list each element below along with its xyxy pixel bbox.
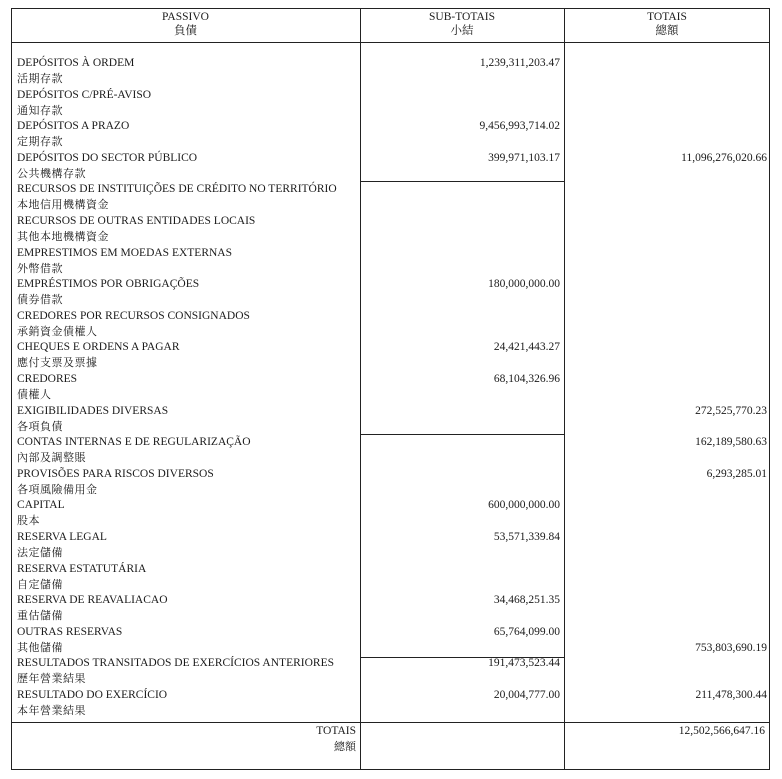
row-label: RESULTADOS TRANSITADOS DE EXERCÍCIOS ANTERIORES <box>17 657 334 670</box>
row-label-zh: 外幣借款 <box>17 261 63 275</box>
row-subtotal: 20,004,777.00 <box>493 689 560 701</box>
table-row <box>17 151 767 183</box>
table-row <box>17 119 767 151</box>
row-label: DEPÓSITOS A PRAZO <box>17 120 130 133</box>
row-label: CREDORES POR RECURSOS CONSIGNADOS <box>17 309 250 322</box>
table-row <box>17 277 767 309</box>
row-label-zh: 重估儲備 <box>17 609 63 623</box>
row-label-zh: 其他本地機構資金 <box>17 230 109 243</box>
row-label-zh: 其他儲備 <box>17 640 63 654</box>
row-total: 11,096,276,020.66 <box>681 151 767 164</box>
row-label-zh: 債券借款 <box>17 293 63 307</box>
row-subtotal: 180,000,000.00 <box>488 278 560 291</box>
row-label: CHEQUES E ORDENS A PAGAR <box>17 341 180 354</box>
footer-totais-label-zh: 總額 <box>334 740 356 753</box>
table-row <box>17 372 767 404</box>
row-subtotal: 68,104,326.96 <box>493 373 560 385</box>
row-label-zh: 定期存款 <box>17 135 63 149</box>
row-subtotal: 600,000,000.00 <box>488 499 560 512</box>
row-label-zh: 股本 <box>17 514 40 528</box>
row-label: DEPÓSITOS DO SECTOR PÚBLICO <box>17 151 198 164</box>
row-label-zh: 歷年營業結果 <box>17 672 86 686</box>
row-label-zh: 自定儲備 <box>17 577 63 591</box>
table-row <box>17 530 767 562</box>
totals-rule <box>11 722 770 723</box>
row-label-zh: 本年營業結果 <box>17 704 86 717</box>
header-passivo-label: PASSIVO <box>162 11 209 23</box>
row-label: DEPÓSITOS C/PRÉ-AVISO <box>17 88 152 101</box>
row-label: EMPRESTIMOS EM MOEDAS EXTERNAS <box>17 246 233 259</box>
table-row <box>17 467 767 499</box>
grand-total: 12,502,566,647.16 <box>678 725 765 737</box>
table-row <box>17 340 767 372</box>
row-label: EXIGIBILIDADES DIVERSAS <box>17 404 169 417</box>
row-label-zh: 各項負債 <box>17 419 63 433</box>
row-total: 753,803,690.19 <box>695 641 767 654</box>
header-subtotais-label: SUB-TOTAIS <box>429 11 495 23</box>
table-row <box>17 56 767 88</box>
header-passivo <box>11 10 360 38</box>
row-label: RECURSOS DE INSTITUIÇÕES DE CRÉDITO NO TERRITÓRIO <box>17 183 337 196</box>
row-label-zh: 內部及調整賬 <box>17 451 86 465</box>
table-row <box>17 688 767 720</box>
table-row <box>17 88 767 120</box>
table-row <box>17 625 767 657</box>
row-subtotal: 34,468,251.35 <box>493 594 560 607</box>
row-label-zh: 公共機構存款 <box>17 166 86 180</box>
row-label: CONTAS INTERNAS E DE REGULARIZAÇÃO <box>17 436 251 449</box>
row-label-zh: 法定儲備 <box>17 546 63 559</box>
row-label-zh: 承銷資金債權人 <box>17 324 98 338</box>
row-label: PROVISÕES PARA RISCOS DIVERSOS <box>17 467 214 480</box>
row-label: RESERVA LEGAL <box>17 531 107 543</box>
table-row <box>17 435 767 467</box>
row-label: RECURSOS DE OUTRAS ENTIDADES LOCAIS <box>17 215 256 227</box>
table-row <box>17 182 767 214</box>
row-subtotal: 399,971,103.17 <box>488 151 560 164</box>
row-label-zh: 各項風險備用金 <box>17 482 98 496</box>
table-row <box>17 562 767 594</box>
footer-totais-label: TOTAIS <box>316 725 356 737</box>
row-label: CAPITAL <box>17 499 65 512</box>
row-subtotal: 1,239,311,203.47 <box>479 57 560 69</box>
header-totais-label: TOTAIS <box>647 11 687 23</box>
header-subtotais <box>360 10 564 38</box>
row-label-zh: 通知存款 <box>17 103 63 117</box>
row-label: CREDORES <box>17 373 78 385</box>
row-total: 211,478,300.44 <box>695 689 767 701</box>
table-row <box>17 593 767 625</box>
table-row <box>17 246 767 278</box>
header-totais <box>564 10 770 38</box>
row-label: DEPÓSITOS À ORDEM <box>17 57 135 69</box>
row-label-zh: 債權人 <box>17 388 52 401</box>
table-row <box>17 309 767 341</box>
header-passivo-label-zh: 負債 <box>174 25 197 37</box>
row-label: RESERVA ESTATUTÁRIA <box>17 562 147 575</box>
row-label-zh: 本地信用機構資金 <box>17 198 109 212</box>
row-label-zh: 活期存款 <box>17 72 63 85</box>
row-subtotal: 191,473,523.44 <box>488 657 560 670</box>
row-total: 162,189,580.63 <box>695 436 767 449</box>
row-subtotal: 53,571,339.84 <box>493 531 560 543</box>
row-label-zh: 應付支票及票據 <box>17 356 98 370</box>
row-subtotal: 24,421,443.27 <box>493 341 560 354</box>
row-subtotal: 9,456,993,714.02 <box>479 120 560 133</box>
table-row <box>17 214 767 246</box>
row-total: 6,293,285.01 <box>706 467 767 480</box>
row-label: EMPRÉSTIMOS POR OBRIGAÇÕES <box>17 278 200 291</box>
table-row <box>17 404 767 436</box>
row-label: OUTRAS RESERVAS <box>17 625 123 638</box>
row-total: 272,525,770.23 <box>695 404 767 417</box>
header-totais-label-zh: 總額 <box>655 25 679 37</box>
row-label: RESULTADO DO EXERCÍCIO <box>17 689 168 701</box>
row-label: RESERVA DE REAVALIACAO <box>17 594 168 607</box>
header-rule <box>11 42 770 43</box>
table-row <box>17 656 767 688</box>
header-subtotais-label-zh: 小結 <box>450 25 474 37</box>
row-subtotal: 65,764,099.00 <box>493 625 560 638</box>
table-row <box>17 498 767 530</box>
